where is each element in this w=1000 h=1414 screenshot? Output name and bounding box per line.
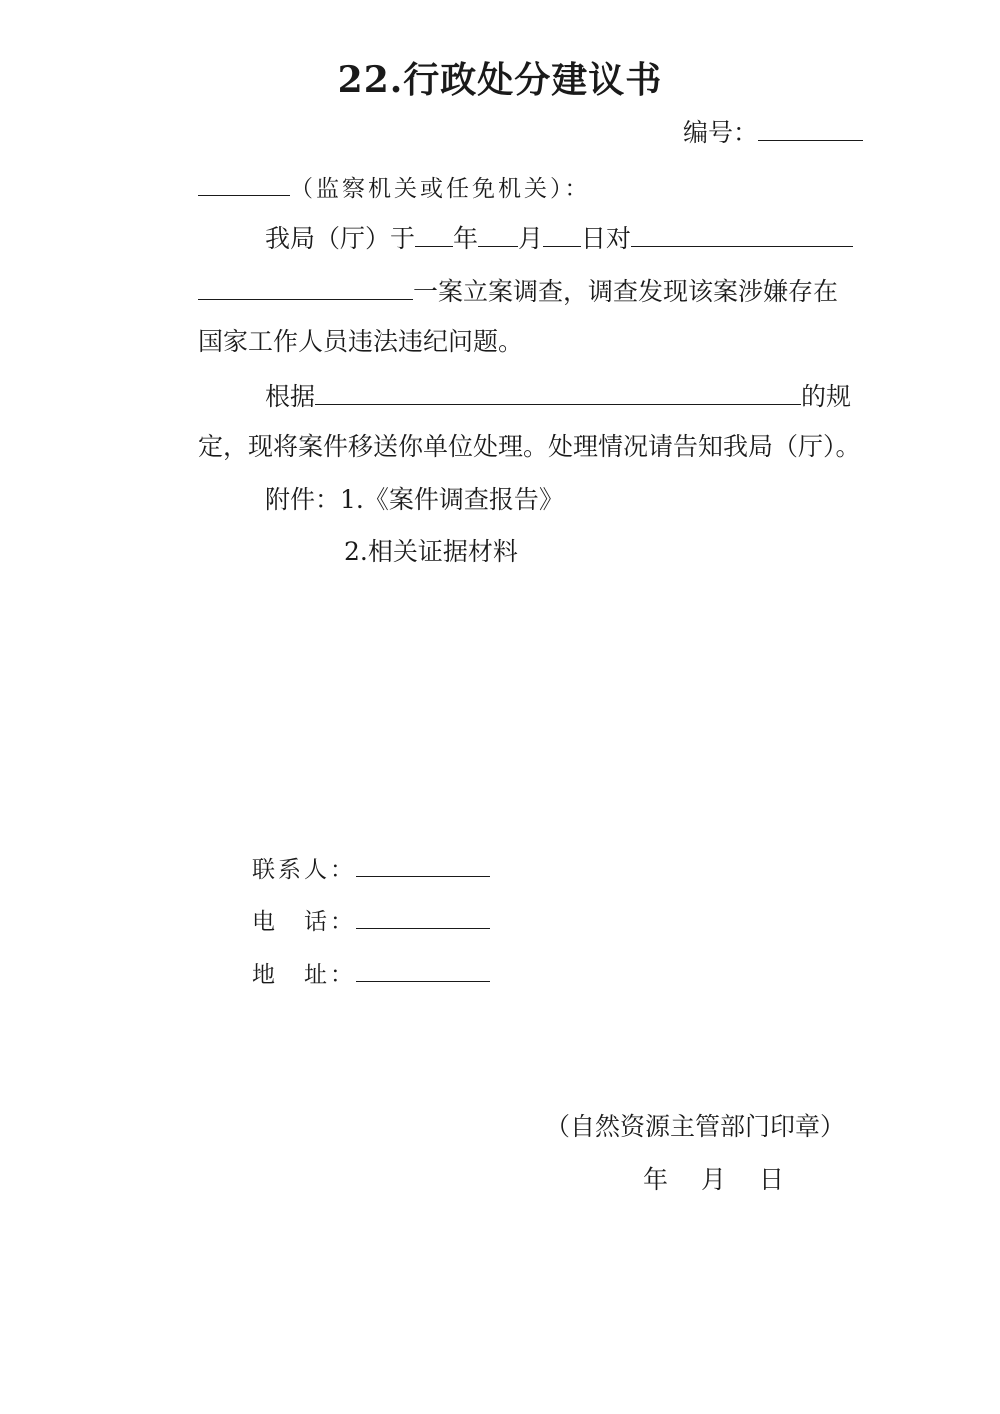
target-blank[interactable] [631,220,853,247]
para2-line2: 定，现将案件移送你单位处理。处理情况请告知我局（厅）。 [198,432,861,461]
number-blank[interactable] [758,114,863,141]
attachments-line1 [265,483,564,517]
year-label: 年 [453,224,479,253]
contact-phone-blank[interactable] [356,902,490,929]
day-label: 日对 [581,224,632,253]
contact-person-blank[interactable] [356,850,490,877]
date-day-label: 日 [759,1165,785,1194]
attachment-item: 1.《案件调查报告》 [340,485,564,514]
contact-person-line [252,850,490,886]
para2-text-2: 的规 [801,382,852,411]
para1-line2 [198,273,838,309]
recipient-blank[interactable] [198,169,290,196]
day-blank[interactable] [543,220,581,247]
para2-line1 [265,378,851,414]
basis-blank[interactable] [315,378,801,405]
date-month-label: 月 [701,1165,727,1194]
date-line [643,1163,784,1197]
para1-line3: 国家工作人员违法违纪问题。 [198,327,524,356]
number-label: 编号： [683,118,759,147]
document-title: 22.行政处分建议书 [337,59,663,101]
seal-text: （自然资源主管部门印章） [545,1112,846,1141]
contact-phone-label: 电 话： [252,909,356,935]
recipient-line [198,169,591,205]
month-blank[interactable] [478,220,518,247]
attachments-label: 附件： [265,485,341,514]
para1-text-2: 一案立案调查，调查发现该案涉嫌存在 [413,277,839,306]
contact-phone-line [252,902,490,938]
contact-address-line [252,955,490,991]
year-blank[interactable] [415,220,453,247]
contact-address-label: 地 址： [252,962,356,988]
recipient-suffix: （监察机关或任免机关）： [290,176,591,202]
attachment-item: 2.相关证据材料 [344,537,518,566]
date-year-label: 年 [643,1165,669,1194]
contact-person-label: 联系人： [252,857,356,883]
month-label: 月 [518,224,544,253]
para1-line1 [265,220,853,256]
contact-address-blank[interactable] [356,955,490,982]
case-blank[interactable] [198,273,413,300]
para1-text: 我局（厅）于 [265,224,416,253]
number-line [683,114,863,150]
para2-text: 根据 [265,382,316,411]
